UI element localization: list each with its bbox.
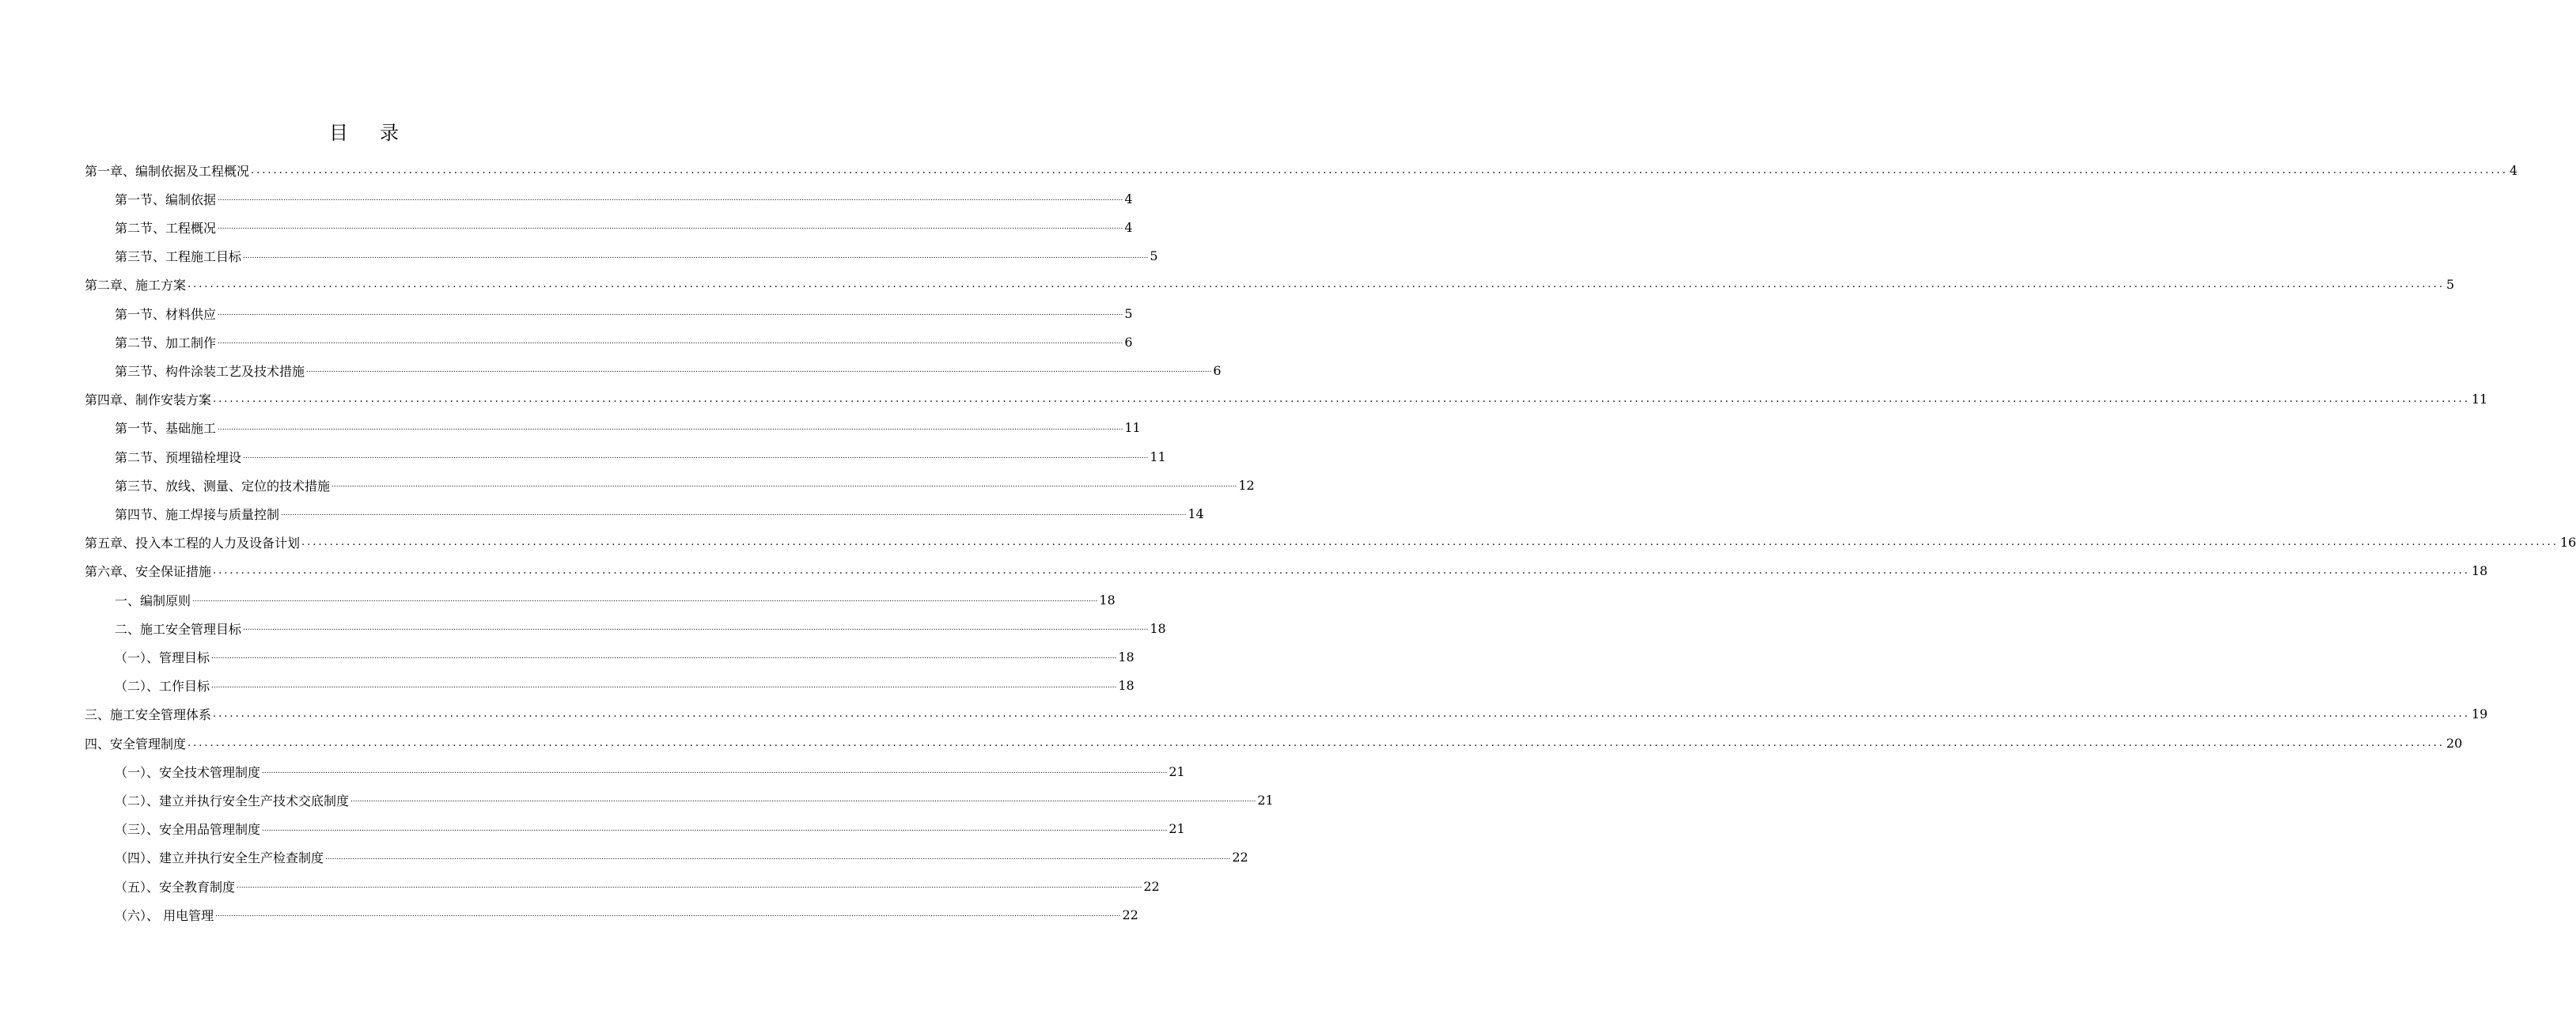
toc-entry-page-number: 12 [1238,477,1255,493]
dot-leader: ................................................................................................................................................................................................................................................................................................................................................................................................................ [243,252,1149,260]
toc-entry[interactable] [115,328,1133,356]
toc-entry-page-number: 22 [1143,878,1160,894]
toc-entry[interactable] [115,614,1166,642]
dot-leader: ................................................................................................................................................................................................................................................................................................................................................................................................................ [215,911,1121,919]
toc-entry[interactable] [115,471,1255,499]
dot-leader: ................................................................................................................................................................................................................................................................................................................................................................................................................ [262,824,1168,833]
toc-entry-text: 第三节、工程施工目标 [115,249,242,265]
toc-entry-text: 第五章、投入本工程的人力及设备计划 [85,536,301,551]
toc-entry-text: 四、安全管理制度 [85,736,187,752]
toc-entry-page-number: 18 [1118,649,1135,665]
toc-entry[interactable] [85,528,2576,557]
toc-entry-page-number: 14 [1188,506,1204,521]
toc-entry-text: （四）、建立并执行安全生产检查制度 [115,850,324,866]
toc-entry-page-number: 18 [1099,592,1116,608]
dot-leader: ................................................................................................................................................................................................................................................................................................................................................................................................................ [213,708,2470,721]
toc-entry[interactable] [115,872,1160,900]
toc-entry-page-number: 11 [1124,420,1141,436]
toc-entry-page-number: 18 [1150,620,1166,636]
toc-entry-text: 二、施工安全管理目标 [115,621,242,637]
toc-entry[interactable] [115,299,1133,328]
toc-entry-page-number: 6 [1213,362,1222,378]
toc-entry-page-number: 22 [1122,907,1138,922]
toc-entry[interactable] [115,786,1274,814]
dot-leader: ................................................................................................................................................................................................................................................................................................................................................................................................................ [243,624,1149,633]
dot-leader: ................................................................................................................................................................................................................................................................................................................................................................................................................ [213,393,2470,406]
dot-leader: ................................................................................................................................................................................................................................................................................................................................................................................................................ [218,195,1123,203]
toc-entry-page-number: 21 [1169,821,1185,837]
toc-entry-text: （一）、管理目标 [115,649,210,665]
toc-entry-text: 三、施工安全管理体系 [85,707,212,723]
toc-entry-text: 第一节、基础施工 [115,421,217,437]
toc-entry-page-number: 22 [1232,850,1248,865]
toc-entry[interactable] [115,184,1133,213]
toc-entry[interactable] [115,642,1135,671]
dot-leader: ................................................................................................................................................................................................................................................................................................................................................................................................................ [350,796,1256,805]
toc-entry-page-number: 11 [1150,449,1166,464]
toc-entry-page-number: 18 [1118,678,1135,694]
toc-entry[interactable] [115,356,1222,384]
toc-entry-page-number: 18 [2471,563,2488,579]
toc-entry-page-number: 4 [1124,219,1133,235]
toc-entry[interactable] [115,815,1185,843]
toc-entry-page-number: 16 [2559,535,2576,551]
toc-title: 目录 [329,122,430,144]
toc-entry[interactable] [115,585,1116,614]
toc-entry[interactable] [115,843,1248,872]
toc-entry-text: （三）、安全用品管理制度 [115,822,261,838]
toc-entry-text: （二）、工作目标 [115,679,210,695]
toc-entry[interactable] [85,700,2488,729]
dot-leader: ................................................................................................................................................................................................................................................................................................................................................................................................................ [325,853,1231,861]
dot-leader: ................................................................................................................................................................................................................................................................................................................................................................................................................ [218,223,1123,232]
toc-entry-page-number: 19 [2471,706,2488,722]
toc-entry-page-number: 5 [1150,248,1158,264]
toc-entry-page-number: 20 [2445,735,2463,751]
toc-entry[interactable] [85,271,2455,299]
toc-entry-text: 第二节、工程概况 [115,220,217,236]
toc-entry[interactable] [85,385,2488,414]
dot-leader: ................................................................................................................................................................................................................................................................................................................................................................................................................ [213,565,2470,577]
toc-entry-text: 第六章、安全保证措施 [85,564,212,580]
toc-entry-page-number: 5 [1124,305,1133,321]
dot-leader: ................................................................................................................................................................................................................................................................................................................................................................................................................ [331,481,1237,490]
toc-entry-text: 一、编制原则 [115,593,191,608]
toc-entry[interactable] [85,156,2518,184]
toc-entry-page-number: 6 [1124,334,1133,350]
dot-leader: ................................................................................................................................................................................................................................................................................................................................................................................................................ [188,737,2445,749]
toc-entry[interactable] [115,900,1138,929]
toc-entry[interactable] [115,442,1166,471]
toc-entry[interactable] [85,729,2463,757]
toc-entry-text: 第四章、制作安装方案 [85,392,212,408]
dot-leader: ................................................................................................................................................................................................................................................................................................................................................................................................................ [301,536,2559,549]
toc-entry-text: （二）、建立并执行安全生产技术交底制度 [115,793,350,808]
toc-entry-text: （一）、安全技术管理制度 [115,764,261,780]
dot-leader: ................................................................................................................................................................................................................................................................................................................................................................................................................ [251,164,2508,176]
dot-leader: ................................................................................................................................................................................................................................................................................................................................................................................................................ [211,681,1117,690]
toc-entry-page-number: 4 [1124,191,1133,206]
dot-leader: ................................................................................................................................................................................................................................................................................................................................................................................................................ [211,653,1117,661]
toc-entry-text: 第一章、编制依据及工程概况 [85,163,250,179]
dot-leader: ................................................................................................................................................................................................................................................................................................................................................................................................................ [306,366,1212,375]
toc-entry[interactable] [115,757,1185,786]
toc-entry[interactable] [115,242,1158,271]
toc-entry[interactable] [115,672,1135,700]
dot-leader: ................................................................................................................................................................................................................................................................................................................................................................................................................ [243,453,1149,460]
toc-entry[interactable] [85,557,2488,585]
toc-entry-text: 第二节、预埋锚栓埋设 [115,449,242,465]
toc-entry-text: 第一节、材料供应 [115,306,217,322]
toc-entry-page-number: 11 [2471,392,2488,407]
toc-entry-text: 第三节、放线、测量、定位的技术措施 [115,478,331,494]
toc-entry-text: （五）、安全教育制度 [115,879,236,895]
toc-entry-text: （六）、 用电管理 [115,907,214,923]
toc-entry-text: 第二章、施工方案 [85,278,187,293]
toc-entry-page-number: 21 [1257,792,1274,808]
toc-entry-text: 第三节、构件涂装工艺及技术措施 [115,363,305,379]
toc-entry-page-number: 5 [2445,277,2455,293]
dot-leader: ................................................................................................................................................................................................................................................................................................................................................................................................................ [237,882,1142,890]
toc-entry[interactable] [115,499,1204,528]
dot-leader: ................................................................................................................................................................................................................................................................................................................................................................................................................ [281,509,1187,518]
toc-entry-text: 第二节、加工制作 [115,335,217,350]
toc-entry-page-number: 4 [2509,162,2518,178]
toc-entry[interactable] [115,414,1141,442]
toc-entry-text: 第一节、编制依据 [115,191,217,207]
dot-leader: ................................................................................................................................................................................................................................................................................................................................................................................................................ [192,596,1098,604]
toc-entry-page-number: 21 [1169,763,1185,779]
toc-entry-text: 第四节、施工焊接与质量控制 [115,506,280,522]
dot-leader: ................................................................................................................................................................................................................................................................................................................................................................................................................ [188,278,2445,291]
dot-leader: ................................................................................................................................................................................................................................................................................................................................................................................................................ [262,767,1168,776]
dot-leader: ................................................................................................................................................................................................................................................................................................................................................................................................................ [218,338,1123,346]
dot-leader: ................................................................................................................................................................................................................................................................................................................................................................................................................ [218,309,1123,317]
dot-leader: ................................................................................................................................................................................................................................................................................................................................................................................................................ [218,423,1123,432]
toc-entry[interactable] [115,213,1133,241]
